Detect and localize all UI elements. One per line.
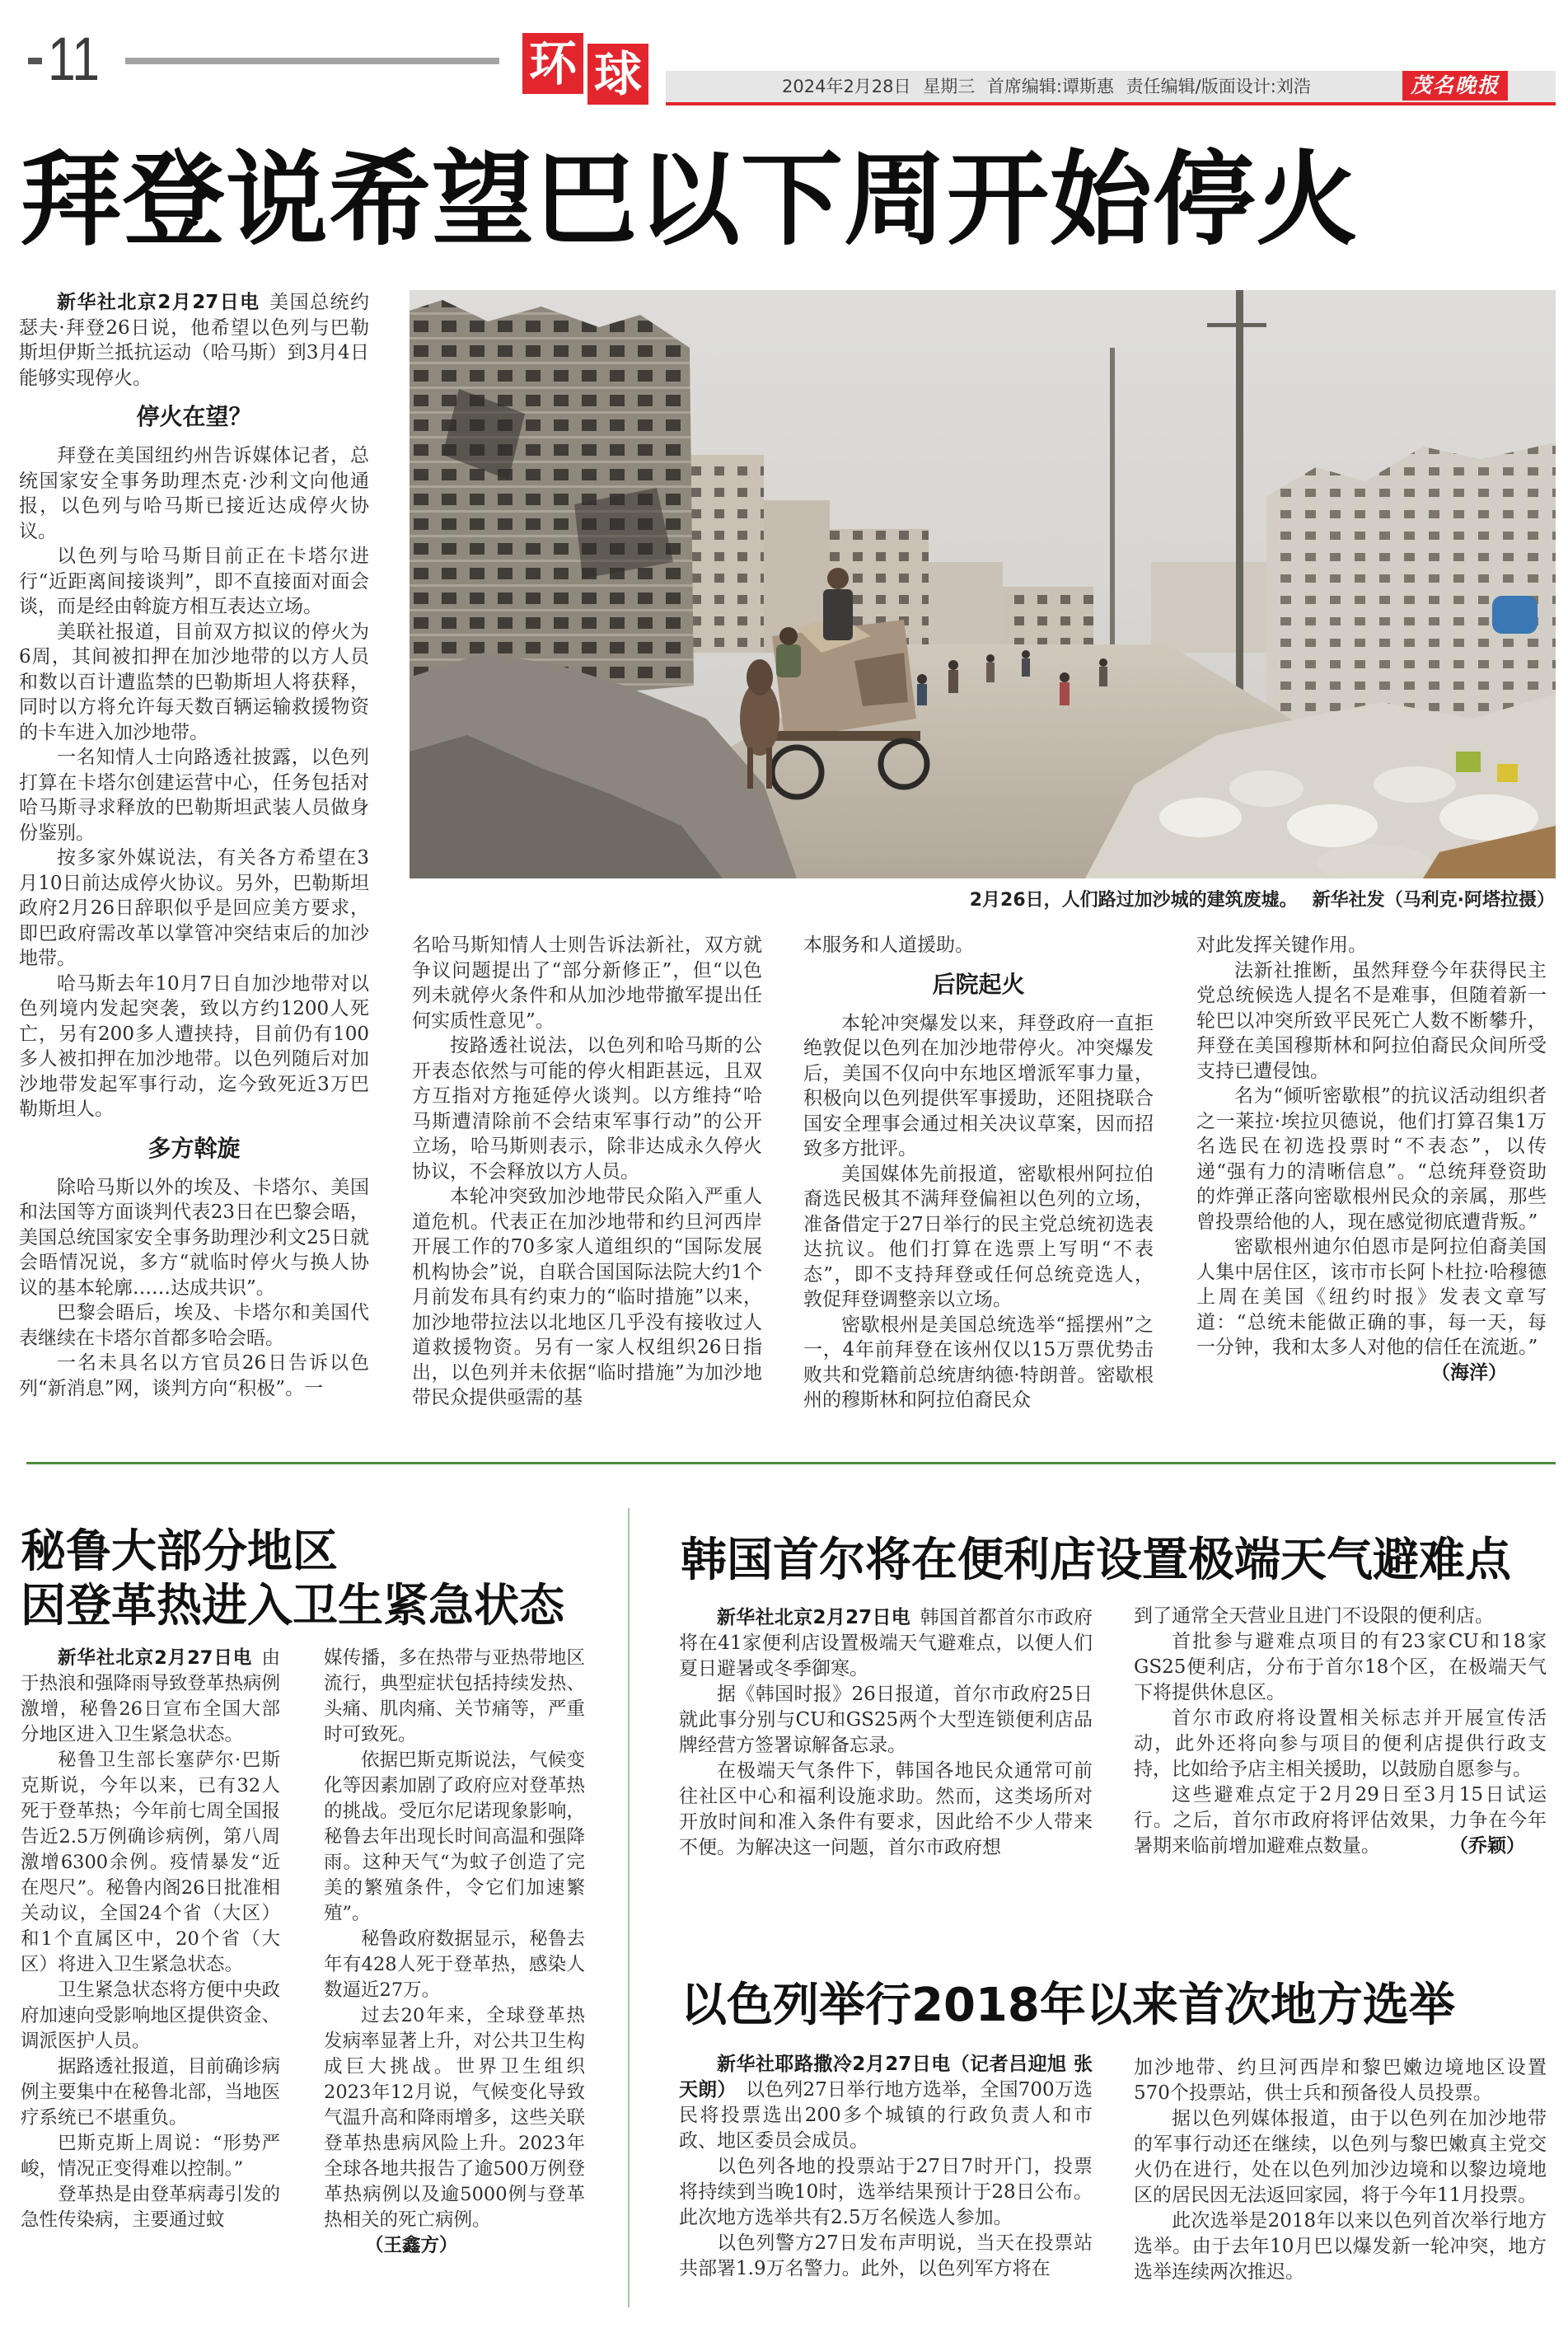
subheading: 停火在望？ — [136, 403, 252, 430]
paragraph — [679, 2052, 1093, 2154]
paragraph — [679, 1605, 1093, 1682]
paragraph-text: 以色列27日举行地方选举，全国700万选民将投票选出200多个城镇的行政负责人和市政、地区委员会成员。 — [679, 2079, 1093, 2152]
paragraph: 首批参与避难点项目的有23家CU和18家GS25便利店，分布于首尔18个区，在极端天气下将提供休息区。 — [1134, 1631, 1547, 1703]
section-divider — [26, 1462, 1556, 1464]
seated-person-head — [779, 627, 798, 645]
debris-item — [1456, 752, 1481, 772]
korea-column-1 — [679, 1605, 1093, 1861]
pedestrian-head — [948, 660, 958, 670]
dateline: 新华社北京2月27日电 — [57, 292, 260, 313]
paragraph — [1134, 1782, 1547, 1859]
gaza-ruins-photo — [410, 290, 1556, 878]
paragraph: 法新社推断，虽然拜登今年获得民主党总统候选人提名不是难事，但随着新一轮巴以冲突所致平民死亡人数不断攀升，拜登在美国穆斯林和阿拉伯裔民众间所受支持已遭侵蚀。 — [1196, 959, 1547, 1082]
dateline: 新华社北京2月27日电 — [717, 1607, 911, 1628]
peru-headline — [21, 1524, 564, 1632]
photo-caption — [824, 889, 1555, 912]
pedestrian-body — [1060, 682, 1070, 705]
lead-column-1 — [19, 290, 369, 1401]
paragraph — [19, 290, 369, 391]
debris-item — [1497, 764, 1518, 782]
paragraph-text: 这些避难点定于2月29日至3月15日试运行。之后，首尔市政府将评估效果，力争在今年暑期来临前增加避难点数量。 — [1134, 1784, 1547, 1857]
israel-column-1 — [679, 2052, 1093, 2282]
pedestrian-body — [1022, 658, 1030, 677]
sack — [1374, 766, 1456, 803]
utility-pole-arm — [1207, 323, 1266, 327]
sack — [1229, 771, 1304, 807]
pedestrian-body — [948, 670, 958, 693]
headline-line: 秘鲁大部分地区 — [21, 1525, 339, 1577]
building — [686, 455, 764, 653]
korea-headline: 韩国首尔将在便利店设置极端天气避难点 — [681, 1534, 1511, 1587]
paragraph: 一名知情人士向路透社披露，以色列打算在卡塔尔创建运营中心，任务包括对哈马斯寻求释放的巴勒斯坦武装人员做身份鉴别。 — [19, 747, 369, 844]
building — [929, 562, 1003, 653]
sack — [1159, 798, 1242, 837]
paragraph: 在极端天气条件下，韩国各地民众通常可前往社区中心和福利设施求助。然而，这类场所对开放时间和准入条件有要求，因此给不少人带来不便。为解决这一问题，首尔市政府想 — [679, 1760, 1093, 1858]
paragraph: 登革热是由登革病毒引发的急性传染病，主要通过蚊 — [21, 2184, 281, 2231]
page-number: 11 — [48, 25, 100, 93]
section-label-char: 环 — [522, 33, 583, 94]
paragraph: 美国媒体先前报道，密歇根州阿拉伯裔选民极其不满拜登偏袒以色列的立场，准备借定于27日举行的民主党总统初选表达抗议。他们打算在选票上写明“不表态”，即不支持拜登或任何总统竞选人，敦促拜登调整亲以立场。 — [803, 1163, 1154, 1310]
photo-credit: 新华社发（马利克·阿塔拉摄） — [1312, 890, 1555, 911]
continued-paragraph: 本服务和人道援助。 — [803, 934, 974, 956]
paragraph: 拜登在美国纽约州告诉媒体记者，总统国家安全事务助理杰克·沙利文向他通报，以色列与哈马斯已接近达成停火协议。 — [19, 445, 369, 542]
paragraph — [21, 1646, 280, 1748]
donkey-head — [747, 659, 773, 696]
paragraph: 密歇根州是美国总统选举“摇摆州”之一，4年前拜登在该州仅以15万票优势击败共和党籍前总统唐纳德·特朗普。密歇根州的穆斯林和阿拉伯裔民众 — [803, 1314, 1154, 1411]
utility-pole — [1110, 348, 1115, 669]
paragraph: 以色列各地的投票站于27日7时开门，投票将持续到当晚10时，选举结果预计于28日公布。此次地方选举共有2.5万名候选人参加。 — [679, 2156, 1093, 2228]
paragraph: 巴斯克斯上周说：“形势严峻，情况正变得难以控制。” — [21, 2133, 280, 2180]
israel-column-2 — [1134, 2055, 1547, 2285]
ruined-building-right — [1266, 443, 1556, 719]
paragraph: 据《韩国时报》26日报道，首尔市政府25日就此事分别与CU和GS25两个大型连锁便利店品牌经营方签署谅解备忘录。 — [679, 1684, 1093, 1756]
lead-column-3 — [803, 933, 1154, 1413]
paragraph: 名为“倾听密歇根”的抗议活动组织者之一莱拉·埃拉贝德说，他们打算召集1万名选民在初选投票时“不表态”，以传递“强有力的清晰信息”。“总统拜登资助的炸弹正落向密歇根州民众的亲属，那些曾投票给他的人，现在感觉彻底遭背叛。” — [1196, 1085, 1547, 1233]
paragraph: 秘鲁政府数据显示，秘鲁去年有428人死于登革热，感染人数逼近27万。 — [324, 1928, 585, 2001]
paragraph: 据路透社报道，目前确诊病例主要集中在秘鲁北部，当地医疗系统已不堪重负。 — [21, 2056, 281, 2129]
cart-load-wood — [854, 653, 908, 706]
continued-paragraph: 加沙地带、约旦河西岸和黎巴嫩边境地区设置570个投票站，供士兵和预备役人员投票。 — [1134, 2057, 1547, 2104]
paragraph: 此次选举是2018年以来以色列首次举行地方选举。由于去年10月巴以爆发新一轮冲突，地方选举连续两次推迟。 — [1134, 2210, 1547, 2283]
paragraph: 本轮冲突爆发以来，拜登政府一直拒绝敦促以色列在加沙地带停火。冲突爆发后，美国不仅向中东地区增派军事力量，积极向以色列提供军事援助，还阻挠联合国安全理事会通过相关决议草案，因而招致多方批评。 — [803, 1012, 1154, 1159]
headline-line: 因登革热进入卫生紧急状态 — [21, 1579, 565, 1632]
pedestrian-head — [1022, 650, 1030, 658]
man-body — [823, 589, 853, 640]
sack — [1287, 804, 1378, 847]
column-divider — [628, 1508, 630, 2307]
paragraph: 秘鲁卫生部长塞萨尔·巴斯克斯说，今年以来，已有32人死于登革热；今年前七周全国报告近2.5万例确诊病例，第八周激增6300余例。疫情暴发“近在咫尺”。秘鲁内阁26日批准相关动议，全国24个省（大区）和1个直属区中，20个省（大区）将进入卫生紧急状态。 — [21, 1750, 281, 1975]
paragraph: 卫生紧急状态将方便中央政府加速向受影响地区提供资金、调派医护人员。 — [21, 1979, 281, 2052]
paragraph-text: 美国总统约瑟夫·拜登26日说，他希望以色列与巴勒斯坦伊斯兰抵抗运动（哈马斯）到3月4日能够实现停火。 — [19, 292, 370, 389]
water-tank — [1492, 596, 1538, 634]
byline: （王鑫方） — [365, 2235, 458, 2256]
pedestrian-head — [917, 674, 927, 684]
continued-paragraph: 对此发挥关键作用。 — [1196, 934, 1367, 956]
lead-headline: 拜登说希望巴以下周开始停火 — [20, 141, 1360, 260]
subheading: 多方斡旋 — [147, 1134, 241, 1162]
page-number-dash — [28, 58, 42, 64]
building — [1151, 562, 1266, 653]
byline: （海洋） — [1431, 1361, 1507, 1384]
man-head — [827, 568, 849, 589]
donkey-leg — [766, 747, 772, 789]
editor-designer: 责任编辑/版面设计:刘浩 — [1126, 77, 1311, 96]
paragraph-text: 韩国首都首尔市政府将在41家便利店设置极端天气避难点，以便人们夏日避暑或冬季御寒。 — [679, 1607, 1093, 1679]
pedestrian-head — [1099, 658, 1107, 667]
continued-paragraph: 媒传播，多在热带与亚热带地区流行，典型症状包括持续发热、头痛、肌肉痛、关节痛等，严重时可致死。 — [324, 1647, 585, 1745]
newspaper-logo: 茂名晚报 — [1402, 71, 1508, 101]
korea-column-2 — [1134, 1604, 1547, 1859]
paragraph: 据以色列媒体报道，由于以色列在加沙地带的军事行动还在继续，以色列与黎巴嫩真主党交火仍在进行，处在以色列加沙边境和以黎边境地区的居民因无法返回家园，将于今年11月投票。 — [1134, 2108, 1547, 2206]
paragraph: 首尔市政府将设置相关标志并开展宣传活动，此外还将向参与项目的便利店提供行政支持，比如给予店主相关援助，以鼓励自愿参与。 — [1134, 1707, 1547, 1780]
section-label-char: 球 — [587, 44, 648, 105]
peru-column-1 — [21, 1646, 280, 2233]
building — [1003, 587, 1093, 653]
paragraph: 密歇根州迪尔伯恩市是阿拉伯裔美国人集中居住区，该市市长阿卜杜拉·哈穆德上周在美国《纽约时报》发表文章写道：“总统未能做正确的事，每一天，每一分钟，我和太多人对他的信任在流逝。” — [1196, 1236, 1547, 1358]
issue-weekday: 星期三 — [923, 77, 976, 96]
paragraph: 依据巴斯克斯说法，气候变化等因素加剧了政府应对登革热的挑战。受厄尔尼诺现象影响，秘鲁去年出现长时间高温和强降雨。这种天气“为蚊子创造了完美的繁殖条件，令它们加速繁殖”。 — [324, 1750, 585, 1924]
paragraph: 除哈马斯以外的埃及、卡塔尔、美国和法国等方面谈判代表23日在巴黎会晤，美国总统国家安全事务助理沙利文25日就会晤情况说，多方“就临时停火与换人协议的基本轮廓……达成共识”。 — [19, 1176, 369, 1299]
paragraph-text: 由于热浪和强降雨导致登革热病例激增，秘鲁26日宣布全国大部分地区进入卫生紧急状态。 — [21, 1647, 281, 1745]
utility-pole — [1236, 290, 1243, 702]
paragraph: 按多家外媒说法，有关各方希望在3月10日前达成停火协议。另外，巴勒斯坦政府2月26日辞职似乎是回应美方要求，即巴政府需改革以掌管冲突结束后的加沙地带。 — [19, 847, 369, 969]
paragraph: 本轮冲突致加沙地带民众陷入严重人道危机。代表正在加沙地带和约旦河西岸开展工作的70多家人道组织的“国际发展机构协会”说，自联合国国际法院大约1个月前发布具有约束力的“临时措施”以来，加沙地带拉法以北地区几乎没有接收过人道救援物资。另有一家人权组织26日指出，以色列并未依据“临时措施”为加沙地带民众提供亟需的基 — [412, 1186, 762, 1408]
paragraph: 按路透社说法，以色列和哈马斯的公开表态依然与可能的停火相距甚远，且双方互指对方拖延停火谈判。以方维持“哈马斯遭清除前不会结束军事行动”的公开立场，哈马斯则表示，除非达成永久停火协议，不会释放以方人员。 — [412, 1035, 762, 1183]
header-rule — [125, 58, 499, 64]
lead-column-4 — [1196, 933, 1547, 1385]
subheading: 后院起火 — [932, 970, 1025, 998]
caption-text: 2月26日，人们路过加沙城的建筑废墟。 — [969, 890, 1298, 911]
continued-paragraph: 名哈马斯知情人士则告诉法新社，双方就争议问题提出了“部分新修正”，但“以色列未就停火条件和从加沙地带撤军提出任何实质性意见”。 — [412, 934, 762, 1032]
seated-person — [776, 644, 801, 677]
pedestrian-body — [986, 663, 995, 682]
dateline: 新华社北京2月27日电 — [58, 1647, 253, 1669]
paragraph: 哈马斯去年10月7日自加沙地带对以色列境内发起突袭，致以方约1200人死亡，另有200多人遭挟持，目前仍有100多人被扣押在加沙地带。以色列随后对加沙地带发起军事行动，迄今致死近3万巴勒斯坦人。 — [19, 972, 369, 1120]
issue-info — [782, 71, 1318, 102]
paragraph: 巴黎会晤后，埃及、卡塔尔和美国代表继续在卡塔尔首都多哈会晤。 — [19, 1302, 369, 1349]
pedestrian-head — [1060, 672, 1070, 682]
paragraph: 一名未具名以方官员26日告诉以色列“新消息”网，谈判方向“积极”。一 — [19, 1352, 369, 1399]
continued-paragraph: 到了通常全天营业且进门不设限的便利店。 — [1134, 1605, 1494, 1627]
chief-editor: 首席编辑:谭斯惠 — [986, 77, 1114, 96]
issue-date: 2024年2月28日 — [782, 77, 911, 96]
paragraph: 过去20年来，全球登革热发病率显著上升，对公共卫生构成巨大挑战。世界卫生组织2023年12月说，气候变化导致气温升高和降雨增多，这些关联登革热患病风险上升。2023年全球各地共报告了逾500万例登革热病例以及逾5000例与登革热相关的死亡病例。 — [324, 2005, 585, 2231]
donkey-leg — [747, 747, 753, 789]
pedestrian-body — [1099, 667, 1107, 686]
paragraph: 以色列警方27日发布声明说，当天在投票站共部署1.9万名警力。此外，以色列军方将在 — [679, 2232, 1093, 2279]
pedestrian-body — [917, 684, 927, 705]
dateline: 新华社耶路撒冷2月27日电（记者吕迎旭 张天朗） — [679, 2054, 1093, 2101]
paragraph: 以色列与哈马斯目前正在卡塔尔进行“近距离间接谈判”，即不直接面对面会谈，而是经由斡旋方相互表达立场。 — [19, 546, 369, 617]
peru-column-2 — [324, 1646, 585, 2259]
paragraph: 美联社报道，目前双方拟议的停火为6周，其间被扣押在加沙地带的以方人员和数以百计遭监禁的巴勒斯坦人将获释，同时以方将允许每天数百辆运输救援物资的卡车进入加沙地带。 — [19, 621, 369, 743]
byline: （乔颖） — [1449, 1835, 1525, 1857]
lead-column-2 — [412, 933, 762, 1411]
pedestrian-head — [986, 654, 995, 663]
israel-headline: 以色列举行2018年以来首次地方选举 — [681, 1979, 1455, 2032]
